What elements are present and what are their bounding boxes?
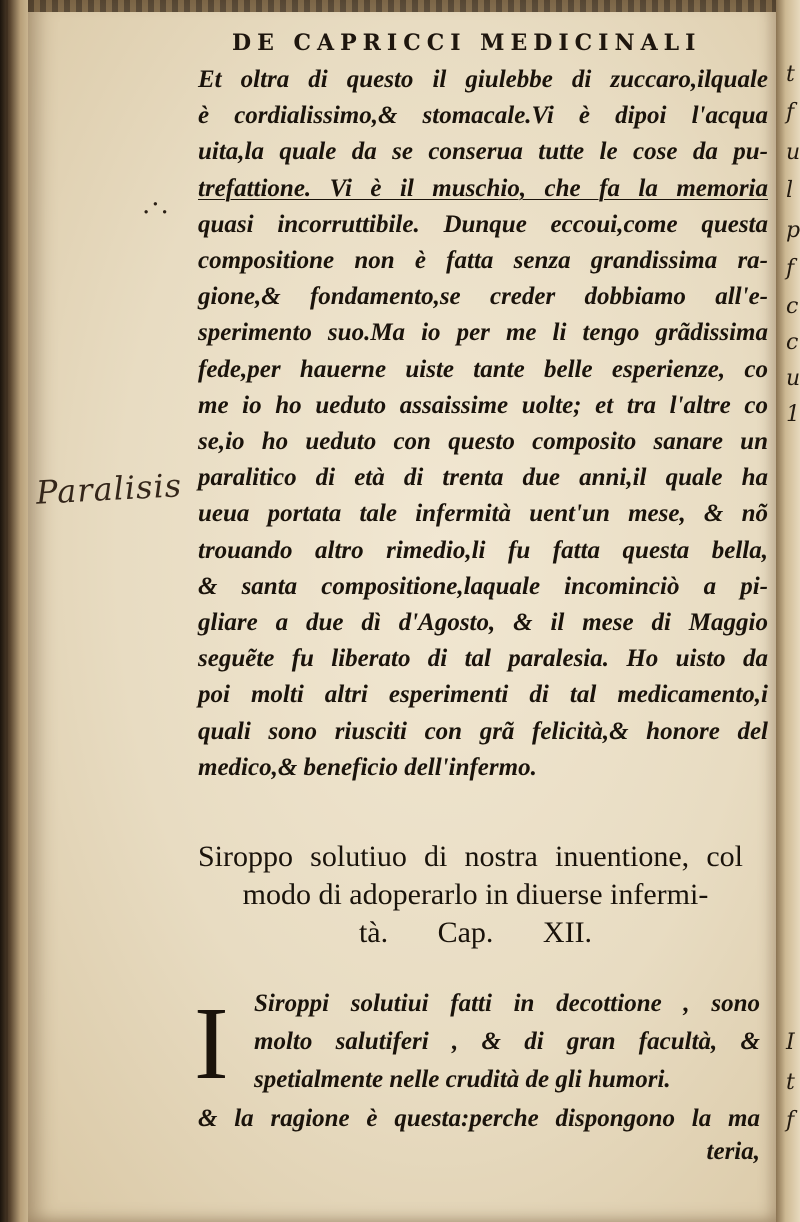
- drop-initial: I: [194, 986, 229, 1101]
- text-line: Et oltra di questo il giulebbe di zuccaro,ilquale: [198, 66, 768, 93]
- text-line: se,io ho ueduto con questo composito sanare un: [198, 428, 768, 456]
- text-line: fede,per hauerne uiste tante belle esperienze, co: [198, 355, 768, 383]
- facing-page-glyph: c: [786, 294, 799, 319]
- facing-page-glyph: t: [786, 1070, 795, 1095]
- facing-page-glyph: f: [786, 1108, 795, 1133]
- catchword: teria,: [706, 1138, 760, 1165]
- chapter-heading-line: Siroppo solutiuo di nostra inuentione, col: [198, 840, 743, 873]
- facing-page-glyph: f: [786, 100, 795, 125]
- facing-page-glyph: t: [786, 62, 795, 87]
- facing-page-glyph: l: [786, 178, 794, 203]
- text-line: paralitico di età di trenta due anni,il quale ha: [198, 464, 768, 492]
- facing-page-glyph: p: [786, 218, 800, 243]
- paragraph-2: [254, 985, 760, 1099]
- text-line: sperimento suo.Ma io per me li tengo grãdissima: [198, 319, 768, 347]
- text-line: poi molti altri esperimenti di tal medicamento,i: [198, 681, 768, 709]
- facing-page-glyph: u: [786, 140, 800, 165]
- text-line: gione,& fondamento,se creder dobbiamo all'e-: [198, 283, 768, 311]
- facing-page-glyph: c: [786, 330, 799, 355]
- text-line: quasi incorruttibile. Dunque eccoui,come questa: [198, 210, 768, 238]
- margin-mark: .·.: [142, 190, 170, 220]
- text-line: Siroppi solutiui fatti in decottione , sono: [254, 990, 760, 1017]
- facing-page-glyph: u: [786, 366, 800, 391]
- text-line: ueua portata tale infermità uent'un mese, & nõ: [198, 500, 768, 528]
- text-line: quali sono riusciti con grã felicità,& honore del: [198, 717, 768, 745]
- facing-page-glyph: f: [786, 256, 795, 281]
- margin-note-handwritten: Paralisis: [35, 466, 183, 512]
- text-line: medico,& beneficio dell'infermo.: [198, 753, 537, 781]
- text-line: trouando altro rimedio,li fu fatta questa bella,: [198, 536, 768, 564]
- text-line: & santa compositione,laquale incominciò a pi-: [198, 572, 768, 600]
- text-line: seguẽte fu liberato di tal paralesia. Ho uisto da: [198, 645, 768, 673]
- text-line-underlined: trefattione. Vi è il muschio, che fa la memoria: [198, 174, 768, 202]
- paragraph-1: [198, 62, 768, 786]
- text-line: molto salutiferi , & di gran facultà, &: [254, 1028, 760, 1055]
- text-line: gliare a due dì d'Agosto, & il mese di Maggio: [198, 609, 768, 637]
- facing-page-glyph: I: [786, 1030, 795, 1055]
- text-line: spetialmente nelle crudità de gli humori.: [254, 1066, 671, 1093]
- text-line: me io ho ueduto assaissime uolte; et tra l'altre co: [198, 391, 768, 419]
- text-line: & la ragione è questa:perche dispongono la ma: [198, 1105, 760, 1132]
- text-line: è cordialissimo,& stomacale.Vi è dipoi l'acqua: [198, 102, 768, 130]
- chapter-heading: [198, 838, 743, 952]
- facing-page-glyph: 1: [786, 402, 800, 427]
- text-line: compositione non è fatta senza grandissima ra-: [198, 247, 768, 275]
- chapter-heading-line: tà. Cap. XII.: [358, 916, 593, 949]
- running-head: DE CAPRICCI MEDICINALI: [232, 30, 702, 56]
- chapter-heading-line: modo di adoperarlo in diuerse infermi-: [242, 878, 709, 911]
- paragraph-2-continued: [198, 1100, 760, 1138]
- page-top-edge: [28, 0, 800, 12]
- text-line: uita,la quale da se conserua tutte le cose da pu-: [198, 138, 768, 166]
- facing-page-edge: [776, 0, 800, 1222]
